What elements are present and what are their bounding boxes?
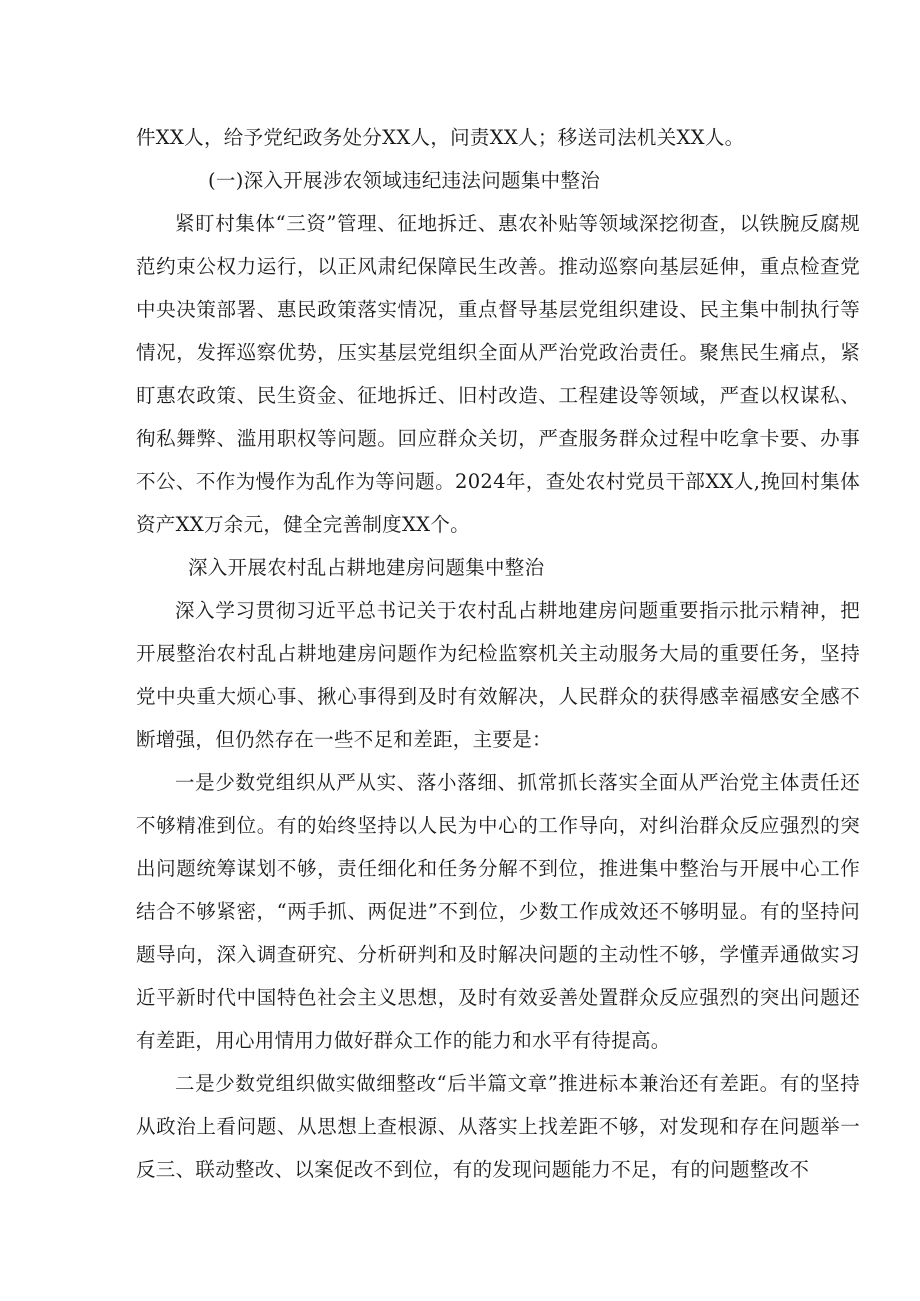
paragraph-continuation: 件XX人，给予党纪政务处分XX人，问责XX人；移送司法机关XX人。 <box>136 126 745 149</box>
paragraph: 深入学习贯彻习近平总书记关于农村乱占耕地建房问题重要指示批示精神，把开展整治农村乱占耕地建房问题作为纪检监察机关主动服务大局的重要任务，坚持党中央重大烦心事、揪心事得到及时有效解决，人民群众的获得感幸福感安全感不断增强，但仍然存在一些不足和差距，主要是： <box>136 599 860 751</box>
section-subheading: 深入开展农村乱占耕地建房问题集中整治 <box>188 556 545 579</box>
section-heading: (一)深入开展涉农领域违纪违法问题集中整治 <box>208 169 601 192</box>
document-body <box>136 116 860 1191</box>
paragraph: 二是少数党组织做实做细整改“后半篇文章”推进标本兼治还有差距。有的坚持从政治上看问题、从思想上查根源、从落实上找差距不够，对发现和存在问题举一反三、联动整改、以案促改不到位，有的发现问题能力不足，有的问题整改不 <box>136 1072 860 1181</box>
paragraph: 紧盯村集体“三资”管理、征地拆迁、惠农补贴等领域深挖彻查，以铁腕反腐规范约束公权力运行，以正风肃纪保障民生改善。推动巡察向基层延伸，重点检查党中央决策部署、惠民政策落实情况，重点督导基层党组织建设、民主集中制执行等情况，发挥巡察优势，压实基层党组织全面从严治党政治责任。聚焦民生痛点，紧盯惠农政策、民生资金、征地拆迁、旧村改造、工程建设等领域，严查以权谋私、徇私舞弊、滥用职权等问题。回应群众关切，严查服务群众过程中吃拿卡要、办事不公、不作为慢作为乱作为等问题。2024年，查处农村党员干部XX人,挽回村集体资产XX万余元，健全完善制度XX个。 <box>136 212 860 536</box>
paragraph: 一是少数党组织从严从实、落小落细、抓常抓长落实全面从严治党主体责任还不够精准到位。有的始终坚持以人民为中心的工作导向，对纠治群众反应强烈的突出问题统筹谋划不够，责任细化和任务分解不到位，推进集中整治与开展中心工作结合不够紧密，“两手抓、两促进”不到位，少数工作成效还不够明显。有的坚持问题导向，深入调查研究、分析研判和及时解决问题的主动性不够，学懂弄通做实习近平新时代中国特色社会主义思想，及时有效妥善处置群众反应强烈的突出问题还有差距，用心用情用力做好群众工作的能力和水平有待提高。 <box>136 771 860 1052</box>
